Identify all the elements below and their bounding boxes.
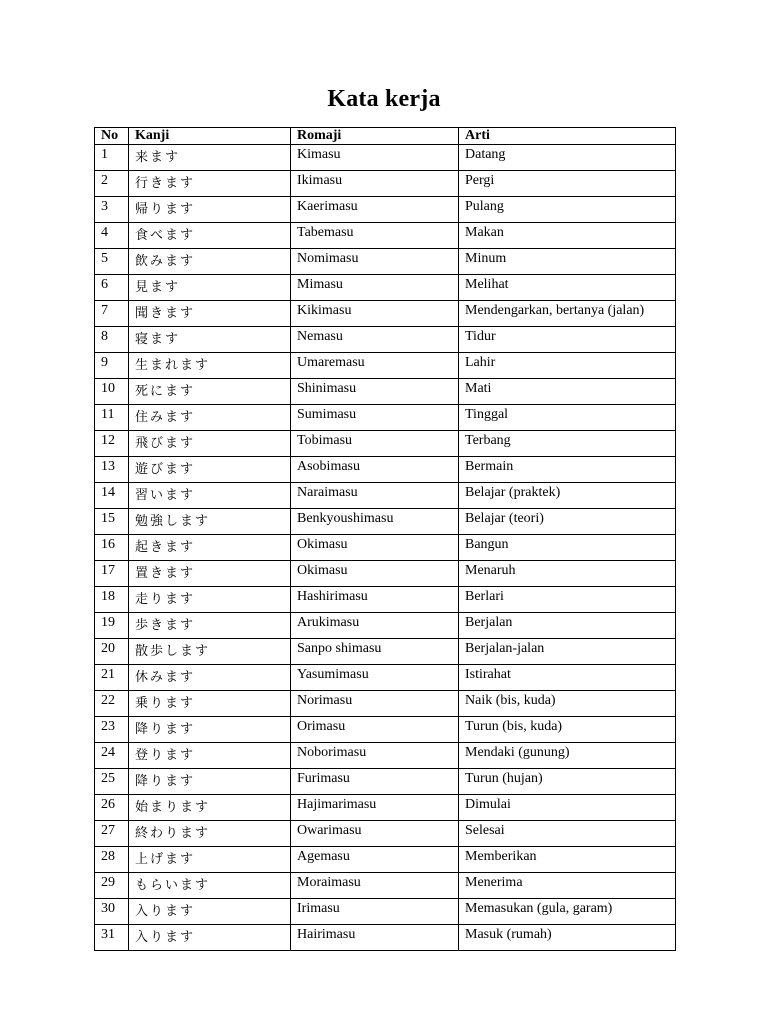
column-header-romaji: Romaji — [291, 128, 459, 145]
cell-arti: Mendaki (gunung) — [459, 743, 676, 769]
cell-no: 3 — [95, 197, 129, 223]
cell-romaji: Yasumimasu — [291, 665, 459, 691]
column-header-no: No — [95, 128, 129, 145]
cell-no: 14 — [95, 483, 129, 509]
cell-kanji: 聞きます — [129, 301, 291, 327]
cell-arti: Masuk (rumah) — [459, 925, 676, 951]
cell-no: 15 — [95, 509, 129, 535]
cell-no: 1 — [95, 145, 129, 171]
cell-kanji: 見ます — [129, 275, 291, 301]
cell-kanji: 入ります — [129, 925, 291, 951]
cell-arti: Pulang — [459, 197, 676, 223]
cell-no: 17 — [95, 561, 129, 587]
table-row — [95, 847, 676, 873]
cell-arti: Menerima — [459, 873, 676, 899]
table-row — [95, 379, 676, 405]
cell-romaji: Sanpo shimasu — [291, 639, 459, 665]
cell-romaji: Nomimasu — [291, 249, 459, 275]
cell-arti: Memasukan (gula, garam) — [459, 899, 676, 925]
cell-kanji: 登ります — [129, 743, 291, 769]
cell-kanji: 行きます — [129, 171, 291, 197]
cell-arti: Mendengarkan, bertanya (jalan) — [459, 301, 676, 327]
table-row — [95, 405, 676, 431]
table-row — [95, 717, 676, 743]
cell-kanji: もらいます — [129, 873, 291, 899]
table-row — [95, 301, 676, 327]
cell-arti: Istirahat — [459, 665, 676, 691]
table-row — [95, 509, 676, 535]
cell-arti: Bermain — [459, 457, 676, 483]
table-row — [95, 821, 676, 847]
cell-no: 4 — [95, 223, 129, 249]
cell-no: 19 — [95, 613, 129, 639]
cell-kanji: 休みます — [129, 665, 291, 691]
cell-arti: Menaruh — [459, 561, 676, 587]
cell-kanji: 習います — [129, 483, 291, 509]
cell-kanji: 死にます — [129, 379, 291, 405]
cell-no: 23 — [95, 717, 129, 743]
cell-kanji: 上げます — [129, 847, 291, 873]
table-row — [95, 561, 676, 587]
table-row — [95, 665, 676, 691]
cell-no: 26 — [95, 795, 129, 821]
table-row — [95, 431, 676, 457]
cell-romaji: Umaremasu — [291, 353, 459, 379]
table-row — [95, 769, 676, 795]
cell-kanji: 終わります — [129, 821, 291, 847]
cell-arti: Belajar (teori) — [459, 509, 676, 535]
cell-kanji: 勉強します — [129, 509, 291, 535]
table-row — [95, 743, 676, 769]
cell-no: 30 — [95, 899, 129, 925]
cell-no: 7 — [95, 301, 129, 327]
cell-no: 10 — [95, 379, 129, 405]
cell-romaji: Tobimasu — [291, 431, 459, 457]
cell-romaji: Mimasu — [291, 275, 459, 301]
cell-romaji: Agemasu — [291, 847, 459, 873]
cell-no: 25 — [95, 769, 129, 795]
cell-no: 21 — [95, 665, 129, 691]
table-row — [95, 587, 676, 613]
table-row — [95, 639, 676, 665]
cell-no: 5 — [95, 249, 129, 275]
table-body — [95, 145, 676, 951]
table-row — [95, 275, 676, 301]
cell-no: 29 — [95, 873, 129, 899]
cell-romaji: Moraimasu — [291, 873, 459, 899]
cell-kanji: 起きます — [129, 535, 291, 561]
cell-no: 11 — [95, 405, 129, 431]
cell-romaji: Ikimasu — [291, 171, 459, 197]
cell-no: 28 — [95, 847, 129, 873]
table-row — [95, 873, 676, 899]
cell-no: 22 — [95, 691, 129, 717]
cell-arti: Datang — [459, 145, 676, 171]
table-row — [95, 171, 676, 197]
table-row — [95, 223, 676, 249]
column-header-arti: Arti — [459, 128, 676, 145]
cell-kanji: 住みます — [129, 405, 291, 431]
cell-arti: Berlari — [459, 587, 676, 613]
table-row — [95, 483, 676, 509]
cell-romaji: Shinimasu — [291, 379, 459, 405]
cell-kanji: 始まります — [129, 795, 291, 821]
cell-no: 6 — [95, 275, 129, 301]
cell-arti: Minum — [459, 249, 676, 275]
cell-romaji: Sumimasu — [291, 405, 459, 431]
table-row — [95, 457, 676, 483]
table-row — [95, 925, 676, 951]
cell-romaji: Nemasu — [291, 327, 459, 353]
cell-romaji: Benkyoushimasu — [291, 509, 459, 535]
cell-arti: Melihat — [459, 275, 676, 301]
cell-romaji: Naraimasu — [291, 483, 459, 509]
cell-kanji: 寝ます — [129, 327, 291, 353]
cell-romaji: Hashirimasu — [291, 587, 459, 613]
cell-no: 27 — [95, 821, 129, 847]
cell-no: 18 — [95, 587, 129, 613]
cell-kanji: 降ります — [129, 717, 291, 743]
table-row — [95, 691, 676, 717]
cell-no: 13 — [95, 457, 129, 483]
table-header — [95, 128, 676, 145]
cell-kanji: 入ります — [129, 899, 291, 925]
cell-arti: Berjalan-jalan — [459, 639, 676, 665]
table-row — [95, 899, 676, 925]
cell-romaji: Kimasu — [291, 145, 459, 171]
cell-arti: Naik (bis, kuda) — [459, 691, 676, 717]
table-row — [95, 535, 676, 561]
cell-arti: Selesai — [459, 821, 676, 847]
cell-kanji: 乗ります — [129, 691, 291, 717]
cell-arti: Makan — [459, 223, 676, 249]
verb-table — [94, 127, 676, 951]
cell-romaji: Irimasu — [291, 899, 459, 925]
cell-kanji: 降ります — [129, 769, 291, 795]
cell-romaji: Norimasu — [291, 691, 459, 717]
cell-arti: Turun (hujan) — [459, 769, 676, 795]
cell-arti: Turun (bis, kuda) — [459, 717, 676, 743]
table-row — [95, 795, 676, 821]
cell-arti: Memberikan — [459, 847, 676, 873]
header-row — [95, 128, 676, 145]
cell-kanji: 帰ります — [129, 197, 291, 223]
cell-romaji: Hairimasu — [291, 925, 459, 951]
cell-romaji: Tabemasu — [291, 223, 459, 249]
cell-arti: Terbang — [459, 431, 676, 457]
cell-kanji: 飲みます — [129, 249, 291, 275]
table-row — [95, 613, 676, 639]
cell-romaji: Okimasu — [291, 561, 459, 587]
column-header-kanji: Kanji — [129, 128, 291, 145]
cell-no: 16 — [95, 535, 129, 561]
table-row — [95, 145, 676, 171]
cell-romaji: Arukimasu — [291, 613, 459, 639]
cell-arti: Dimulai — [459, 795, 676, 821]
table-row — [95, 353, 676, 379]
cell-no: 9 — [95, 353, 129, 379]
cell-kanji: 生まれます — [129, 353, 291, 379]
cell-arti: Tidur — [459, 327, 676, 353]
cell-no: 8 — [95, 327, 129, 353]
cell-no: 24 — [95, 743, 129, 769]
cell-romaji: Noborimasu — [291, 743, 459, 769]
cell-kanji: 置きます — [129, 561, 291, 587]
cell-no: 31 — [95, 925, 129, 951]
cell-arti: Mati — [459, 379, 676, 405]
cell-kanji: 遊びます — [129, 457, 291, 483]
cell-kanji: 飛びます — [129, 431, 291, 457]
cell-arti: Berjalan — [459, 613, 676, 639]
cell-arti: Bangun — [459, 535, 676, 561]
cell-romaji: Furimasu — [291, 769, 459, 795]
cell-kanji: 食べます — [129, 223, 291, 249]
cell-romaji: Orimasu — [291, 717, 459, 743]
cell-no: 2 — [95, 171, 129, 197]
cell-kanji: 散歩します — [129, 639, 291, 665]
cell-romaji: Owarimasu — [291, 821, 459, 847]
table-row — [95, 197, 676, 223]
cell-arti: Tinggal — [459, 405, 676, 431]
page-title: Kata kerja — [327, 86, 441, 112]
cell-arti: Pergi — [459, 171, 676, 197]
cell-romaji: Asobimasu — [291, 457, 459, 483]
cell-arti: Belajar (praktek) — [459, 483, 676, 509]
cell-romaji: Kikimasu — [291, 301, 459, 327]
table-row — [95, 249, 676, 275]
cell-kanji: 走ります — [129, 587, 291, 613]
cell-arti: Lahir — [459, 353, 676, 379]
cell-romaji: Okimasu — [291, 535, 459, 561]
cell-kanji: 来ます — [129, 145, 291, 171]
cell-romaji: Kaerimasu — [291, 197, 459, 223]
table-row — [95, 327, 676, 353]
cell-no: 12 — [95, 431, 129, 457]
cell-romaji: Hajimarimasu — [291, 795, 459, 821]
cell-kanji: 歩きます — [129, 613, 291, 639]
cell-no: 20 — [95, 639, 129, 665]
